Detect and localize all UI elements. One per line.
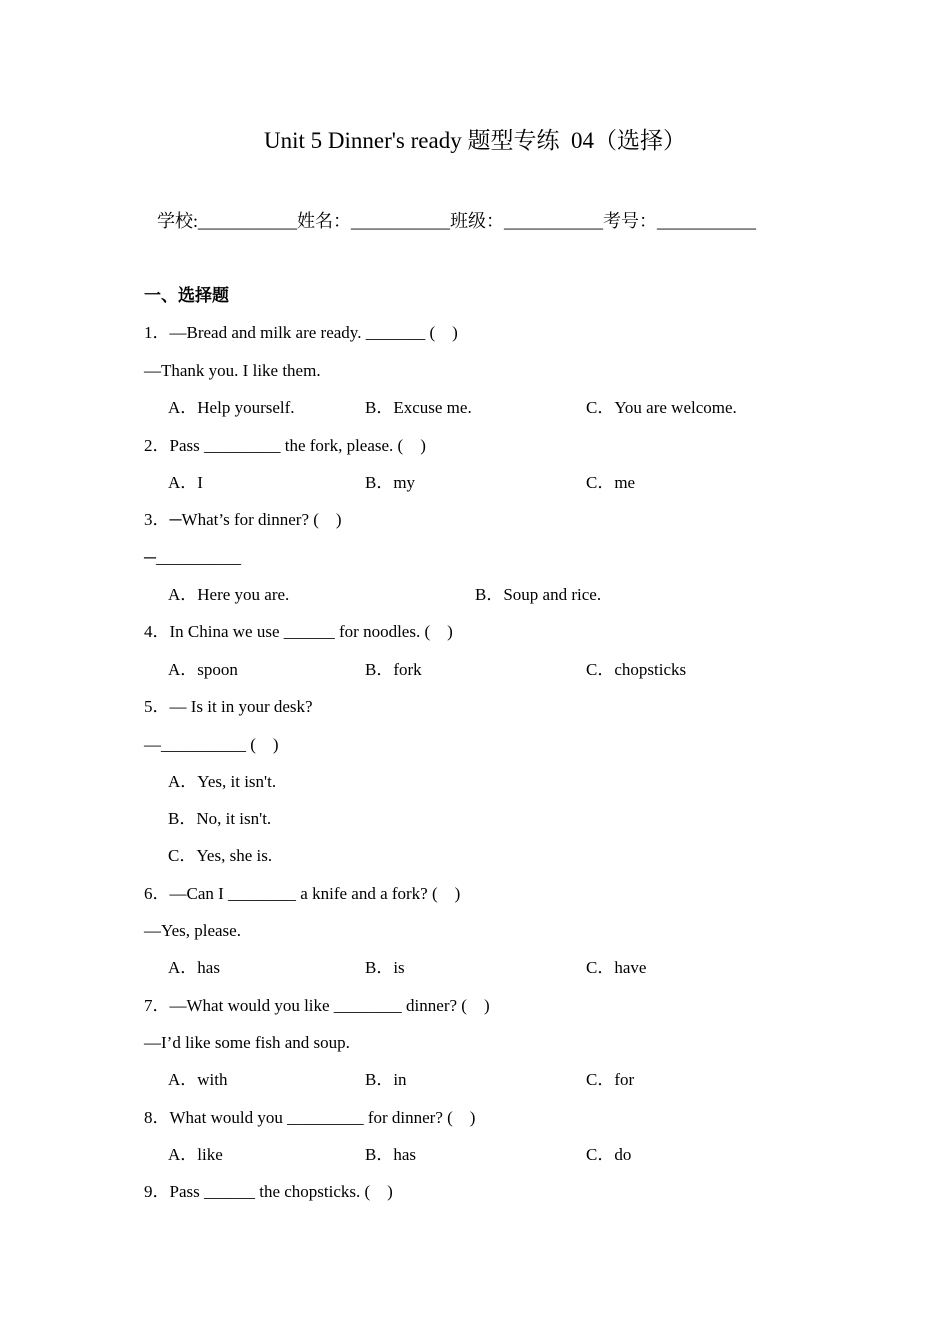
student-info-line: 学校:___________姓名：___________班级：___________考号：___________: [157, 211, 756, 231]
page-title: Unit 5 Dinner's ready 题型专练 04（选择）: [264, 128, 686, 153]
question-4-stem: 4．In China we use ______ for noodles. ( ): [144, 622, 453, 641]
question-8-option-a: A．like: [168, 1145, 223, 1164]
question-3-stem: 3．─What’s for dinner? ( ): [144, 510, 342, 529]
question-1-option-b: B．Excuse me.: [365, 398, 472, 417]
question-3-option-b: B．Soup and rice.: [475, 585, 602, 604]
question-3-option-a: A．Here you are.: [168, 585, 290, 604]
question-8-option-c: C．do: [586, 1145, 632, 1164]
question-1-option-c: C．You are welcome.: [586, 398, 737, 417]
question-1-response: —Thank you. I like them.: [144, 361, 321, 380]
question-4-option-a: A．spoon: [168, 660, 238, 679]
question-6-option-a: A．has: [168, 958, 220, 977]
question-2-stem: 2．Pass _________ the fork, please. ( ): [144, 436, 426, 455]
question-4-option-b: B．fork: [365, 660, 422, 679]
question-6-stem: 6．—Can I ________ a knife and a fork? ( ): [144, 884, 461, 903]
question-7-stem: 7．—What would you like ________ dinner? ( ): [144, 996, 490, 1015]
question-7-option-a: A．with: [168, 1070, 228, 1089]
question-8-option-b: B．has: [365, 1145, 416, 1164]
question-2-option-a: A．I: [168, 473, 203, 492]
question-4-option-c: C．chopsticks: [586, 660, 687, 679]
question-5-option-c: C．Yes, she is.: [168, 846, 273, 865]
question-6-option-c: C．have: [586, 958, 647, 977]
question-1-option-a: A．Help yourself.: [168, 398, 295, 417]
question-5-stem: 5．— Is it in your desk?: [144, 697, 313, 716]
question-5-option-b: B．No, it isn't.: [168, 809, 272, 828]
question-3-response: ─__________: [144, 548, 242, 567]
question-1-stem: 1．—Bread and milk are ready. _______ ( ): [144, 323, 458, 342]
question-8-stem: 8．What would you _________ for dinner? ( ): [144, 1108, 476, 1127]
question-6-option-b: B．is: [365, 958, 405, 977]
question-2-option-b: B．my: [365, 473, 416, 492]
question-9-stem: 9．Pass ______ the chopsticks. ( ): [144, 1182, 393, 1201]
question-7-response: —I’d like some fish and soup.: [144, 1033, 350, 1052]
question-7-option-b: B．in: [365, 1070, 407, 1089]
question-5-response: —__________ ( ): [144, 735, 279, 754]
question-2-option-c: C．me: [586, 473, 636, 492]
question-7-option-c: C．for: [586, 1070, 635, 1089]
question-5-option-a: A．Yes, it isn't.: [168, 772, 277, 791]
section-heading: 一、选择题: [144, 286, 229, 306]
question-6-response: —Yes, please.: [144, 921, 241, 940]
